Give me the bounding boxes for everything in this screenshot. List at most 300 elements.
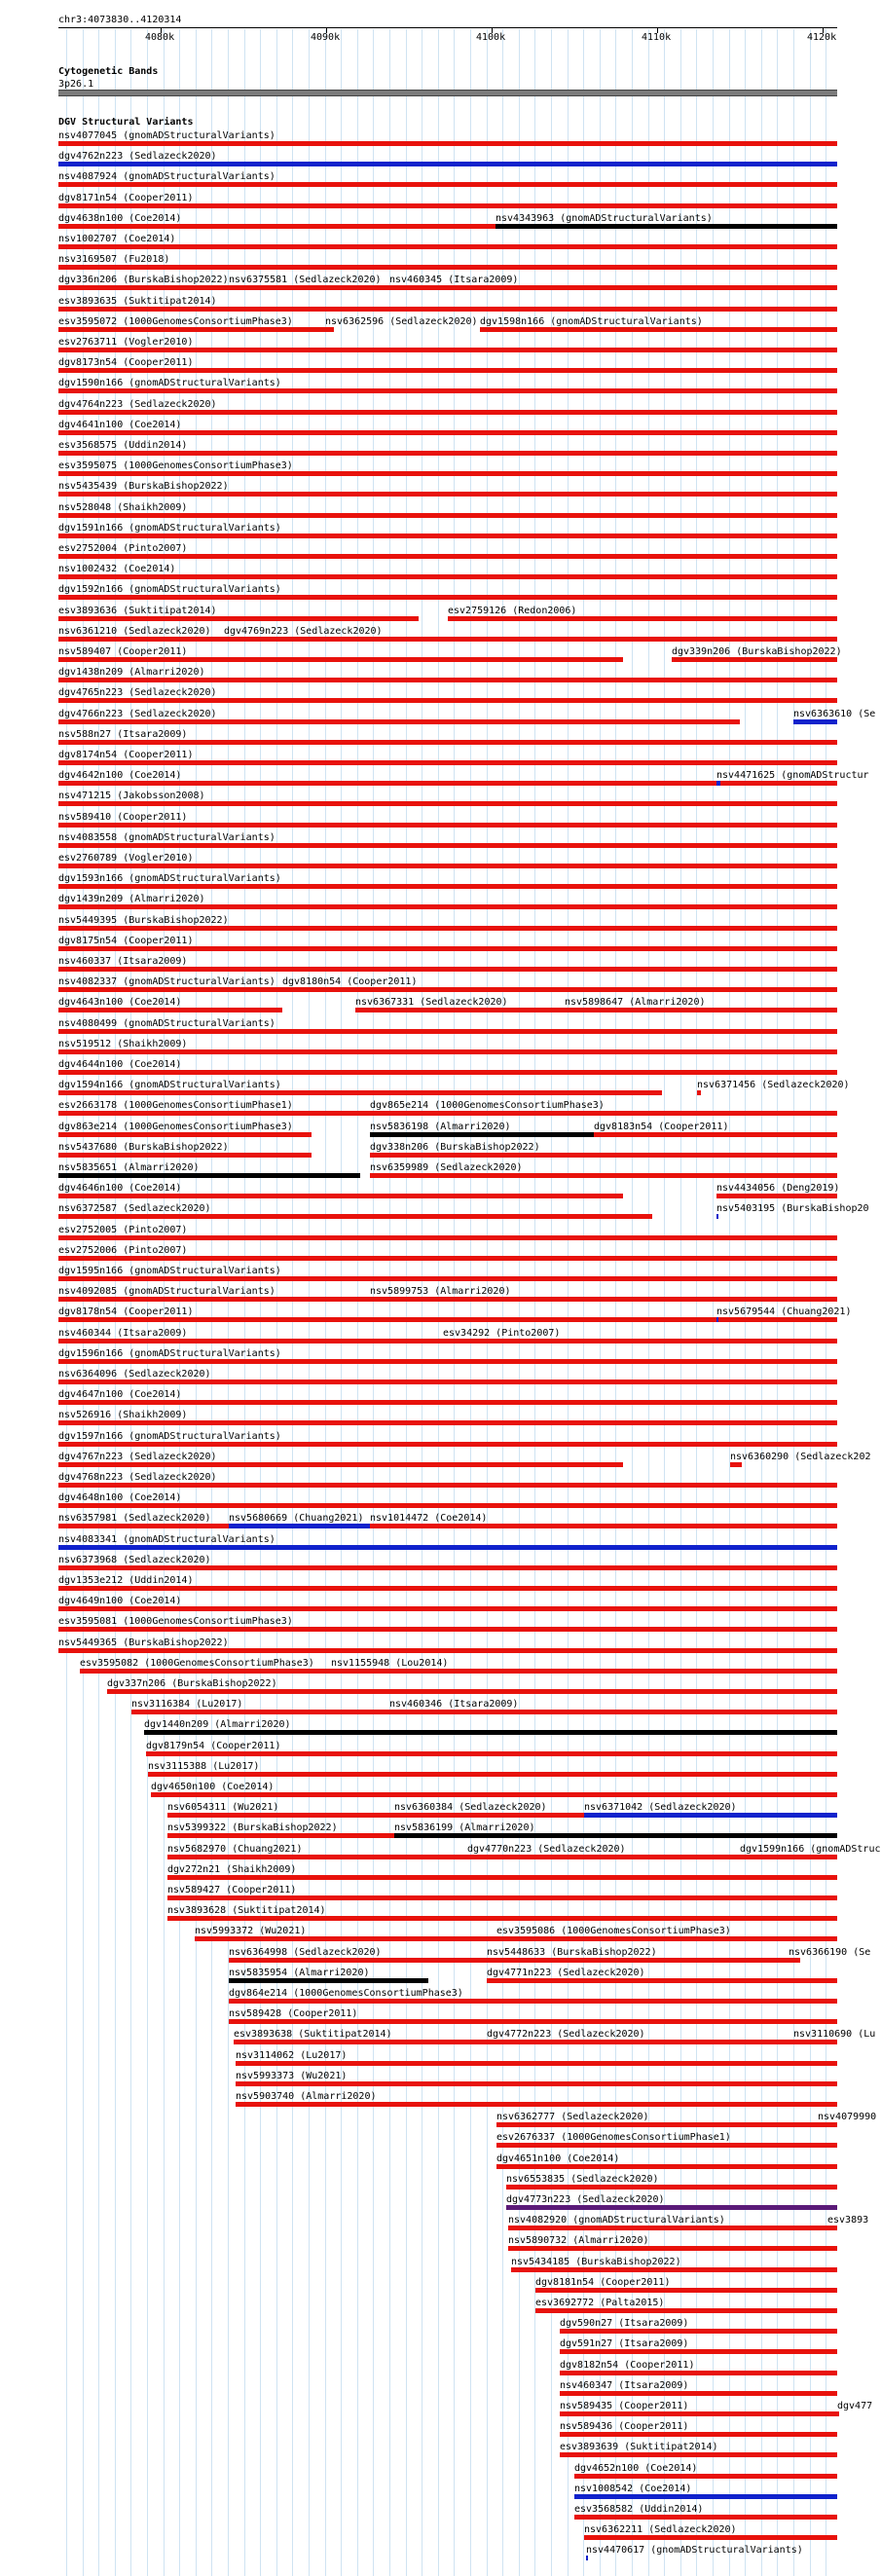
- sv-feature-label[interactable]: nsv3116384 (Lu2017): [131, 1699, 243, 1711]
- sv-feature-label[interactable]: dgv1591n166 (gnomADStructuralVariants): [58, 522, 281, 534]
- sv-feature-bar[interactable]: [716, 1194, 837, 1198]
- sv-feature-bar[interactable]: [574, 2515, 837, 2520]
- sv-feature-bar[interactable]: [58, 781, 837, 786]
- sv-feature-label[interactable]: dgv4772n223 (Sedlazeck2020): [487, 2029, 645, 2041]
- sv-feature-label[interactable]: nsv6362596 (Sedlazeck2020): [325, 315, 478, 327]
- sv-feature-bar[interactable]: [144, 1730, 837, 1735]
- sv-feature-bar[interactable]: [195, 1936, 496, 1941]
- sv-feature-bar[interactable]: [496, 2143, 837, 2148]
- sv-feature-label[interactable]: nsv4087924 (gnomADStructuralVariants): [58, 171, 275, 183]
- sv-feature-bar[interactable]: [467, 1855, 740, 1859]
- sv-feature-label[interactable]: nsv6364096 (Sedlazeck2020): [58, 1369, 211, 1380]
- sv-feature-bar[interactable]: [167, 1833, 394, 1838]
- sv-feature-bar[interactable]: [58, 162, 837, 166]
- sv-feature-label[interactable]: dgv4643n100 (Coe2014): [58, 997, 182, 1009]
- sv-feature-bar[interactable]: [58, 1029, 837, 1034]
- sv-feature-label[interactable]: dgv1595n166 (gnomADStructuralVariants): [58, 1266, 281, 1276]
- sv-feature-bar[interactable]: [58, 1111, 370, 1116]
- sv-feature-label[interactable]: esv2760789 (Vogler2010): [58, 853, 194, 864]
- sv-feature-label[interactable]: nsv5679544 (Chuang2021): [716, 1306, 852, 1318]
- sv-feature-label[interactable]: nsv4471625 (gnomADStructur: [716, 770, 869, 782]
- sv-feature-label[interactable]: nsv1014472 (Coe2014): [370, 1513, 488, 1525]
- sv-feature-label[interactable]: esv2752004 (Pinto2007): [58, 543, 188, 554]
- sv-feature-bar[interactable]: [131, 1710, 389, 1714]
- sv-feature-bar[interactable]: [58, 388, 837, 393]
- sv-feature-label[interactable]: nsv5682970 (Chuang2021): [167, 1843, 303, 1855]
- sv-feature-label[interactable]: dgv590n27 (Itsara2009): [560, 2318, 689, 2330]
- sv-feature-bar[interactable]: [151, 1792, 837, 1797]
- sv-feature-label[interactable]: esv3568582 (Uddin2014): [574, 2504, 704, 2515]
- sv-feature-label[interactable]: nsv5449365 (BurskaBishop2022): [58, 1637, 229, 1648]
- sv-feature-label[interactable]: dgv272n21 (Shaikh2009): [167, 1863, 297, 1875]
- sv-feature-label[interactable]: esv3692772 (Palta2015): [535, 2298, 665, 2308]
- sv-feature-bar[interactable]: [58, 760, 837, 765]
- sv-feature-label[interactable]: dgv1596n166 (gnomADStructuralVariants): [58, 1347, 281, 1359]
- sv-feature-bar[interactable]: [148, 1772, 837, 1777]
- sv-feature-label[interactable]: nsv4343963 (gnomADStructuralVariants): [496, 212, 713, 224]
- sv-feature-bar[interactable]: [487, 1958, 789, 1963]
- sv-feature-bar[interactable]: [716, 1214, 718, 1219]
- sv-feature-bar[interactable]: [574, 2494, 837, 2499]
- sv-feature-bar[interactable]: [58, 1483, 837, 1488]
- sv-feature-label[interactable]: dgv1593n166 (gnomADStructuralVariants): [58, 873, 281, 885]
- sv-feature-label[interactable]: nsv588n27 (Itsara2009): [58, 728, 188, 740]
- sv-feature-bar[interactable]: [58, 1070, 837, 1075]
- sv-feature-bar[interactable]: [58, 1194, 623, 1198]
- sv-feature-label[interactable]: dgv4773n223 (Sedlazeck2020): [506, 2194, 665, 2205]
- sv-feature-bar[interactable]: [224, 637, 837, 642]
- sv-feature-bar[interactable]: [58, 801, 837, 806]
- sv-feature-bar[interactable]: [506, 2205, 837, 2210]
- sv-feature-bar[interactable]: [58, 554, 837, 559]
- sv-feature-label[interactable]: nsv3110690 (Lu: [793, 2029, 876, 2041]
- sv-feature-label[interactable]: dgv4641n100 (Coe2014): [58, 419, 182, 430]
- sv-feature-label[interactable]: nsv5993372 (Wu2021): [195, 1926, 307, 1937]
- sv-feature-bar[interactable]: [560, 2432, 837, 2437]
- sv-feature-bar[interactable]: [58, 1317, 837, 1322]
- sv-feature-label[interactable]: dgv339n206 (BurskaBishop2022): [672, 646, 842, 657]
- sv-feature-label[interactable]: dgv1598n166 (gnomADStructuralVariants): [480, 315, 703, 327]
- sv-feature-bar[interactable]: [730, 1462, 742, 1467]
- sv-feature-bar[interactable]: [58, 224, 496, 229]
- sv-feature-label[interactable]: nsv5449395 (BurskaBishop2022): [58, 914, 229, 926]
- sv-feature-bar[interactable]: [370, 1111, 837, 1116]
- sv-feature-bar[interactable]: [511, 2267, 837, 2272]
- sv-feature-bar[interactable]: [789, 1958, 800, 1963]
- sv-feature-label[interactable]: nsv3115388 (Lu2017): [148, 1760, 260, 1772]
- sv-feature-label[interactable]: esv3595082 (1000GenomesConsortiumPhase3): [80, 1657, 314, 1669]
- sv-feature-bar[interactable]: [827, 2226, 837, 2230]
- sv-feature-bar[interactable]: [58, 513, 837, 518]
- sv-feature-bar[interactable]: [818, 2122, 837, 2127]
- sv-feature-bar[interactable]: [58, 244, 837, 249]
- sv-feature-label[interactable]: nsv589436 (Cooper2011): [560, 2421, 689, 2433]
- sv-feature-bar[interactable]: [58, 410, 837, 415]
- sv-feature-bar[interactable]: [355, 1008, 565, 1012]
- sv-feature-label[interactable]: dgv8173n54 (Cooper2011): [58, 357, 194, 369]
- sv-feature-bar[interactable]: [58, 1545, 837, 1550]
- sv-feature-bar[interactable]: [58, 1400, 837, 1405]
- sv-feature-bar[interactable]: [394, 1833, 837, 1838]
- sv-feature-label[interactable]: nsv6367331 (Sedlazeck2020): [355, 997, 508, 1009]
- sv-feature-label[interactable]: dgv8181n54 (Cooper2011): [535, 2276, 671, 2288]
- sv-feature-bar[interactable]: [389, 1710, 837, 1714]
- sv-feature-label[interactable]: dgv4642n100 (Coe2014): [58, 770, 182, 782]
- sv-feature-bar[interactable]: [443, 1339, 837, 1343]
- sv-feature-label[interactable]: nsv5434185 (BurskaBishop2022): [511, 2256, 681, 2267]
- sv-feature-label[interactable]: nsv5899753 (Almarri2020): [370, 1286, 511, 1298]
- sv-feature-label[interactable]: esv3893639 (Suktitipat2014): [560, 2442, 718, 2453]
- sv-feature-bar[interactable]: [331, 1669, 837, 1674]
- sv-feature-label[interactable]: nsv1002707 (Coe2014): [58, 234, 176, 244]
- sv-feature-bar[interactable]: [58, 1297, 370, 1302]
- sv-feature-bar[interactable]: [506, 2185, 837, 2190]
- sv-feature-bar[interactable]: [740, 1855, 837, 1859]
- sv-feature-label[interactable]: nsv5399322 (BurskaBishop2022): [167, 1822, 338, 1834]
- sv-feature-label[interactable]: nsv4080499 (gnomADStructuralVariants): [58, 1017, 275, 1029]
- sv-feature-bar[interactable]: [448, 616, 837, 621]
- sv-feature-label[interactable]: dgv8175n54 (Cooper2011): [58, 935, 194, 946]
- sv-feature-bar[interactable]: [146, 1751, 837, 1756]
- sv-feature-bar[interactable]: [229, 285, 389, 290]
- sv-feature-bar[interactable]: [394, 1813, 584, 1818]
- sv-feature-label[interactable]: dgv591n27 (Itsara2009): [560, 2338, 689, 2350]
- sv-feature-bar[interactable]: [58, 987, 282, 992]
- sv-feature-label[interactable]: nsv4077045 (gnomADStructuralVariants): [58, 130, 275, 141]
- sv-feature-label[interactable]: dgv4649n100 (Coe2014): [58, 1596, 182, 1607]
- sv-feature-label[interactable]: dgv1590n166 (gnomADStructuralVariants): [58, 378, 281, 389]
- sv-feature-bar[interactable]: [58, 1420, 837, 1425]
- sv-feature-label[interactable]: nsv4079990: [818, 2112, 877, 2123]
- sv-feature-bar[interactable]: [167, 1916, 837, 1921]
- sv-feature-label[interactable]: dgv477: [837, 2401, 873, 2411]
- sv-feature-label[interactable]: nsv6372587 (Sedlazeck2020): [58, 1203, 211, 1215]
- sv-feature-label[interactable]: nsv6362777 (Sedlazeck2020): [496, 2112, 649, 2123]
- sv-feature-label[interactable]: nsv5836199 (Almarri2020): [394, 1822, 535, 1834]
- sv-feature-label[interactable]: dgv1440n209 (Almarri2020): [144, 1719, 291, 1731]
- sv-feature-bar[interactable]: [672, 657, 837, 662]
- sv-feature-label[interactable]: nsv6357981 (Sedlazeck2020): [58, 1513, 211, 1525]
- sv-feature-label[interactable]: esv3893636 (Suktitipat2014): [58, 605, 217, 616]
- sv-feature-label[interactable]: esv2759126 (Redon2006): [448, 605, 577, 616]
- sv-feature-label[interactable]: dgv4650n100 (Coe2014): [151, 1782, 275, 1792]
- sv-feature-bar[interactable]: [584, 2535, 837, 2540]
- sv-feature-bar[interactable]: [58, 430, 837, 435]
- sv-feature-bar[interactable]: [58, 1214, 652, 1219]
- sv-feature-bar[interactable]: [793, 719, 837, 724]
- sv-feature-bar[interactable]: [58, 451, 837, 456]
- sv-feature-label[interactable]: nsv3893628 (Suktitipat2014): [167, 1905, 326, 1917]
- sv-feature-bar[interactable]: [58, 1462, 623, 1467]
- sv-feature-label[interactable]: nsv6371042 (Sedlazeck2020): [584, 1802, 737, 1814]
- sv-feature-bar[interactable]: [535, 2288, 837, 2293]
- sv-feature-bar[interactable]: [58, 1586, 837, 1591]
- sv-feature-label[interactable]: nsv6364998 (Sedlazeck2020): [229, 1946, 382, 1958]
- sv-feature-bar[interactable]: [389, 285, 837, 290]
- sv-feature-bar[interactable]: [58, 1235, 837, 1240]
- sv-feature-label[interactable]: dgv4652n100 (Coe2014): [574, 2462, 698, 2474]
- sv-feature-bar[interactable]: [370, 1524, 837, 1528]
- sv-feature-label[interactable]: dgv8180n54 (Cooper2011): [282, 976, 418, 988]
- sv-feature-bar[interactable]: [229, 2019, 837, 2024]
- sv-feature-label[interactable]: dgv4646n100 (Coe2014): [58, 1183, 182, 1195]
- sv-feature-label[interactable]: nsv4082337 (gnomADStructuralVariants): [58, 976, 275, 988]
- sv-feature-bar[interactable]: [58, 864, 837, 868]
- sv-feature-bar[interactable]: [107, 1689, 837, 1694]
- sv-feature-bar[interactable]: [58, 141, 837, 146]
- sv-feature-bar[interactable]: [370, 1132, 594, 1137]
- sv-feature-label[interactable]: nsv460344 (Itsara2009): [58, 1327, 188, 1339]
- sv-feature-bar[interactable]: [58, 946, 837, 951]
- sv-feature-label[interactable]: dgv338n206 (BurskaBishop2022): [370, 1141, 540, 1153]
- sv-feature-label[interactable]: dgv8183n54 (Cooper2011): [594, 1121, 729, 1132]
- sv-feature-bar[interactable]: [236, 2102, 837, 2107]
- sv-feature-bar[interactable]: [560, 2329, 837, 2334]
- sv-feature-label[interactable]: dgv1592n166 (gnomADStructuralVariants): [58, 584, 281, 596]
- sv-feature-bar[interactable]: [167, 1855, 467, 1859]
- sv-feature-label[interactable]: dgv865e214 (1000GenomesConsortiumPhase3): [370, 1100, 605, 1112]
- sv-feature-label[interactable]: dgv4767n223 (Sedlazeck2020): [58, 1451, 217, 1462]
- sv-feature-bar[interactable]: [58, 1565, 837, 1570]
- sv-feature-bar[interactable]: [535, 2308, 837, 2313]
- sv-feature-bar[interactable]: [58, 843, 837, 848]
- sv-feature-bar[interactable]: [58, 884, 837, 889]
- sv-feature-bar[interactable]: [58, 1132, 312, 1137]
- sv-feature-label[interactable]: nsv460347 (Itsara2009): [560, 2379, 689, 2391]
- sv-feature-bar[interactable]: [496, 2122, 818, 2127]
- sv-feature-bar[interactable]: [58, 967, 837, 972]
- sv-feature-bar[interactable]: [480, 327, 837, 332]
- sv-feature-label[interactable]: nsv5836198 (Almarri2020): [370, 1121, 511, 1132]
- sv-feature-bar[interactable]: [229, 1958, 487, 1963]
- sv-feature-label[interactable]: esv2676337 (1000GenomesConsortiumPhase1): [496, 2132, 731, 2144]
- sv-feature-label[interactable]: nsv5448633 (BurskaBishop2022): [487, 1946, 657, 1958]
- sv-feature-bar[interactable]: [496, 2164, 837, 2169]
- sv-feature-bar[interactable]: [58, 1380, 837, 1384]
- sv-feature-label[interactable]: dgv8174n54 (Cooper2011): [58, 750, 194, 760]
- sv-feature-bar[interactable]: [58, 1606, 837, 1611]
- sv-feature-label[interactable]: nsv4083558 (gnomADStructuralVariants): [58, 831, 275, 843]
- sv-feature-label[interactable]: dgv1439n209 (Almarri2020): [58, 894, 205, 905]
- sv-feature-label[interactable]: nsv6360290 (Sedlazeck202: [730, 1451, 871, 1462]
- sv-feature-label[interactable]: dgv8182n54 (Cooper2011): [560, 2359, 695, 2371]
- sv-feature-label[interactable]: dgv863e214 (1000GenomesConsortiumPhase3): [58, 1121, 293, 1132]
- sv-feature-bar[interactable]: [58, 182, 837, 187]
- sv-feature-label[interactable]: nsv3169507 (Fu2018): [58, 254, 170, 266]
- sv-feature-label[interactable]: nsv5890732 (Almarri2020): [508, 2235, 649, 2247]
- sv-feature-label[interactable]: dgv4771n223 (Sedlazeck2020): [487, 1967, 645, 1978]
- sv-feature-label[interactable]: nsv5993373 (Wu2021): [236, 2070, 348, 2081]
- sv-feature-bar[interactable]: [58, 698, 837, 703]
- sv-feature-bar[interactable]: [565, 1008, 837, 1012]
- sv-feature-label[interactable]: nsv1008542 (Coe2014): [574, 2483, 692, 2494]
- sv-feature-label[interactable]: esv34292 (Pinto2007): [443, 1327, 561, 1339]
- sv-feature-bar[interactable]: [58, 1008, 282, 1012]
- sv-feature-bar[interactable]: [167, 1813, 394, 1818]
- sv-feature-bar[interactable]: [229, 1999, 837, 2004]
- sv-feature-bar[interactable]: [716, 781, 720, 786]
- sv-feature-bar[interactable]: [58, 1049, 837, 1054]
- sv-feature-bar[interactable]: [58, 348, 837, 352]
- sv-feature-bar[interactable]: [508, 2226, 827, 2230]
- sv-feature-bar[interactable]: [58, 1627, 837, 1632]
- sv-feature-label[interactable]: nsv4434056 (Deng2019): [716, 1183, 840, 1195]
- sv-feature-bar[interactable]: [58, 1339, 443, 1343]
- sv-feature-label[interactable]: dgv337n206 (BurskaBishop2022): [107, 1678, 277, 1689]
- sv-feature-label[interactable]: nsv6375581 (Sedlazeck2020): [229, 275, 382, 286]
- sv-feature-label[interactable]: nsv6360384 (Sedlazeck2020): [394, 1802, 547, 1814]
- sv-feature-label[interactable]: esv3595086 (1000GenomesConsortiumPhase3): [496, 1926, 731, 1937]
- sv-feature-bar[interactable]: [58, 1359, 837, 1364]
- sv-feature-label[interactable]: dgv4651n100 (Coe2014): [496, 2153, 620, 2164]
- sv-feature-bar[interactable]: [574, 2474, 837, 2479]
- sv-feature-label[interactable]: nsv589435 (Cooper2011): [560, 2401, 689, 2411]
- sv-feature-bar[interactable]: [58, 534, 837, 538]
- sv-feature-bar[interactable]: [229, 1978, 428, 1983]
- sv-feature-bar[interactable]: [58, 1173, 360, 1178]
- sv-feature-bar[interactable]: [58, 368, 837, 373]
- sv-feature-bar[interactable]: [594, 1132, 837, 1137]
- sv-feature-bar[interactable]: [58, 327, 325, 332]
- sv-feature-bar[interactable]: [58, 657, 623, 662]
- sv-feature-bar[interactable]: [325, 327, 334, 332]
- sv-feature-label[interactable]: esv3893635 (Suktitipat2014): [58, 295, 217, 307]
- sv-feature-label[interactable]: esv3568575 (Uddin2014): [58, 440, 188, 451]
- sv-feature-bar[interactable]: [508, 2246, 837, 2251]
- sv-feature-bar[interactable]: [282, 987, 837, 992]
- sv-feature-bar[interactable]: [58, 1524, 229, 1528]
- sv-feature-label[interactable]: dgv4644n100 (Coe2014): [58, 1059, 182, 1070]
- sv-feature-label[interactable]: nsv519512 (Shaikh2009): [58, 1038, 188, 1049]
- sv-feature-label[interactable]: dgv1594n166 (gnomADStructuralVariants): [58, 1080, 281, 1091]
- sv-feature-bar[interactable]: [837, 2411, 839, 2416]
- sv-feature-bar[interactable]: [58, 616, 419, 621]
- sv-feature-bar[interactable]: [370, 1297, 837, 1302]
- sv-feature-label[interactable]: nsv6054311 (Wu2021): [167, 1802, 279, 1814]
- sv-feature-label[interactable]: dgv1597n166 (gnomADStructuralVariants): [58, 1430, 281, 1442]
- sv-feature-bar[interactable]: [716, 1317, 718, 1322]
- sv-feature-label[interactable]: nsv5898647 (Almarri2020): [565, 997, 706, 1009]
- sv-feature-label[interactable]: esv2663178 (1000GenomesConsortiumPhase1): [58, 1100, 293, 1112]
- sv-feature-bar[interactable]: [229, 1524, 370, 1528]
- sv-feature-bar[interactable]: [58, 265, 837, 270]
- sv-feature-label[interactable]: esv2752006 (Pinto2007): [58, 1244, 188, 1256]
- sv-feature-label[interactable]: esv3595075 (1000GenomesConsortiumPhase3): [58, 460, 293, 472]
- sv-feature-label[interactable]: dgv4762n223 (Sedlazeck2020): [58, 151, 217, 163]
- sv-feature-label[interactable]: nsv5835651 (Almarri2020): [58, 1162, 200, 1173]
- sv-feature-bar[interactable]: [236, 2081, 837, 2086]
- sv-feature-label[interactable]: nsv4082920 (gnomADStructuralVariants): [508, 2215, 725, 2226]
- sv-feature-bar[interactable]: [58, 926, 837, 931]
- sv-feature-label[interactable]: nsv589428 (Cooper2011): [229, 2008, 358, 2020]
- sv-feature-bar[interactable]: [58, 595, 837, 600]
- sv-feature-bar[interactable]: [58, 285, 229, 290]
- sv-feature-label[interactable]: nsv6366190 (Se: [789, 1946, 871, 1958]
- sv-feature-label[interactable]: dgv4766n223 (Sedlazeck2020): [58, 708, 217, 719]
- sv-feature-label[interactable]: dgv8178n54 (Cooper2011): [58, 1306, 194, 1318]
- sv-feature-label[interactable]: dgv4648n100 (Coe2014): [58, 1492, 182, 1504]
- sv-feature-bar[interactable]: [584, 1813, 837, 1818]
- sv-feature-label[interactable]: nsv589427 (Cooper2011): [167, 1885, 297, 1895]
- sv-feature-bar[interactable]: [58, 823, 837, 828]
- sv-feature-bar[interactable]: [58, 1153, 312, 1158]
- sv-feature-label[interactable]: nsv526916 (Shaikh2009): [58, 1410, 188, 1421]
- sv-feature-label[interactable]: nsv460346 (Itsara2009): [389, 1699, 519, 1711]
- sv-feature-label[interactable]: dgv1599n166 (gnomADStruc: [740, 1843, 881, 1855]
- sv-feature-label[interactable]: esv3893: [827, 2215, 869, 2226]
- cytoband-bar[interactable]: [58, 90, 837, 96]
- sv-feature-label[interactable]: dgv8179n54 (Cooper2011): [146, 1740, 281, 1751]
- sv-feature-label[interactable]: dgv4768n223 (Sedlazeck2020): [58, 1472, 217, 1483]
- sv-feature-bar[interactable]: [496, 224, 837, 229]
- sv-feature-label[interactable]: nsv5903740 (Almarri2020): [236, 2091, 377, 2102]
- sv-feature-label[interactable]: nsv460345 (Itsara2009): [389, 275, 519, 286]
- sv-feature-label[interactable]: esv3595072 (1000GenomesConsortiumPhase3): [58, 315, 293, 327]
- sv-feature-bar[interactable]: [58, 1503, 837, 1508]
- sv-feature-label[interactable]: dgv4769n223 (Sedlazeck2020): [224, 625, 383, 637]
- sv-feature-bar[interactable]: [167, 1895, 837, 1900]
- sv-feature-bar[interactable]: [58, 740, 837, 745]
- sv-feature-label[interactable]: nsv6373968 (Sedlazeck2020): [58, 1554, 211, 1565]
- sv-feature-label[interactable]: dgv1353e212 (Uddin2014): [58, 1575, 194, 1586]
- sv-feature-bar[interactable]: [58, 492, 837, 497]
- sv-feature-bar[interactable]: [58, 1276, 837, 1281]
- sv-feature-label[interactable]: dgv8171n54 (Cooper2011): [58, 192, 194, 203]
- sv-feature-label[interactable]: nsv4092085 (gnomADStructuralVariants): [58, 1286, 275, 1298]
- sv-feature-label[interactable]: nsv5435439 (BurskaBishop2022): [58, 481, 229, 493]
- sv-feature-label[interactable]: dgv4764n223 (Sedlazeck2020): [58, 398, 217, 410]
- sv-feature-bar[interactable]: [58, 1256, 837, 1261]
- sv-feature-bar[interactable]: [586, 2556, 588, 2560]
- sv-feature-label[interactable]: nsv6359989 (Sedlazeck2020): [370, 1162, 523, 1173]
- sv-feature-bar[interactable]: [793, 2040, 837, 2044]
- sv-feature-label[interactable]: nsv5835954 (Almarri2020): [229, 1967, 370, 1978]
- sv-feature-label[interactable]: esv2763711 (Vogler2010): [58, 337, 194, 348]
- sv-feature-label[interactable]: esv2752005 (Pinto2007): [58, 1224, 188, 1235]
- sv-feature-label[interactable]: nsv3114062 (Lu2017): [236, 2049, 348, 2061]
- sv-feature-bar[interactable]: [58, 203, 837, 208]
- sv-feature-bar[interactable]: [560, 2391, 837, 2396]
- sv-feature-bar[interactable]: [560, 2349, 837, 2354]
- sv-feature-label[interactable]: dgv864e214 (1000GenomesConsortiumPhase3): [229, 1988, 463, 1999]
- sv-feature-bar[interactable]: [58, 904, 837, 909]
- sv-feature-label[interactable]: nsv5437680 (BurskaBishop2022): [58, 1141, 229, 1153]
- sv-feature-label[interactable]: dgv4765n223 (Sedlazeck2020): [58, 687, 217, 699]
- sv-feature-label[interactable]: nsv6362211 (Sedlazeck2020): [584, 2524, 737, 2536]
- sv-feature-label[interactable]: nsv589407 (Cooper2011): [58, 646, 188, 657]
- sv-feature-label[interactable]: esv3893638 (Suktitipat2014): [234, 2029, 392, 2041]
- sv-feature-label[interactable]: nsv5680669 (Chuang2021): [229, 1513, 364, 1525]
- sv-feature-label[interactable]: nsv6363610 (Se: [793, 708, 876, 719]
- sv-feature-bar[interactable]: [560, 2371, 837, 2375]
- sv-feature-label[interactable]: nsv589410 (Cooper2011): [58, 811, 188, 823]
- sv-feature-bar[interactable]: [58, 719, 740, 724]
- sv-feature-bar[interactable]: [370, 1173, 837, 1178]
- sv-feature-bar[interactable]: [58, 307, 837, 312]
- sv-feature-bar[interactable]: [58, 471, 837, 476]
- sv-feature-bar[interactable]: [487, 2040, 793, 2044]
- sv-feature-bar[interactable]: [560, 2452, 837, 2457]
- sv-feature-bar[interactable]: [496, 1936, 837, 1941]
- sv-feature-bar[interactable]: [167, 1875, 837, 1880]
- sv-feature-bar[interactable]: [236, 2061, 837, 2066]
- sv-feature-label[interactable]: nsv528048 (Shaikh2009): [58, 501, 188, 513]
- sv-feature-bar[interactable]: [58, 1648, 837, 1653]
- sv-feature-label[interactable]: nsv6361210 (Sedlazeck2020): [58, 625, 211, 637]
- sv-feature-label[interactable]: nsv4470617 (gnomADStructuralVariants): [586, 2545, 803, 2557]
- sv-feature-label[interactable]: nsv1002432 (Coe2014): [58, 564, 176, 575]
- sv-feature-label[interactable]: dgv4638n100 (Coe2014): [58, 212, 182, 224]
